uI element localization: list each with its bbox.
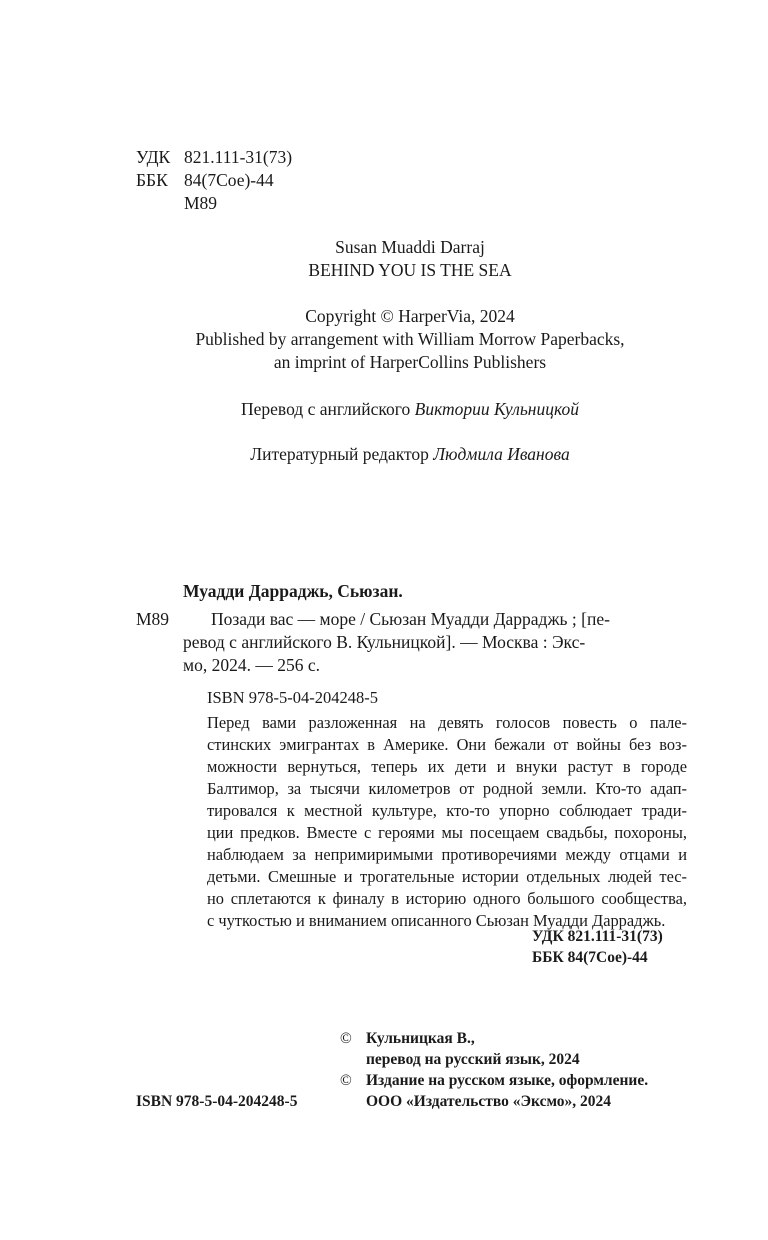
- bottom-copyright: [340, 1028, 648, 1112]
- rights-line-1: Copyright © HarperVia, 2024: [305, 306, 515, 326]
- annotation-udk: УДК 821.111-31(73): [532, 928, 663, 945]
- classification-block: [136, 146, 292, 215]
- copyright-1-line-1: Кульницкая В.,: [366, 1030, 475, 1047]
- original-author: Susan Muaddi Darraj: [335, 237, 485, 257]
- author-mark-row: [136, 192, 292, 215]
- original-edition: [0, 236, 768, 282]
- copyright-symbol: ©: [340, 1072, 352, 1089]
- editor-prefix: Литературный редактор: [250, 444, 434, 464]
- annotation-line: но сплетаются к финалу в историю одного большого сообщества,: [207, 889, 687, 908]
- record-desc-line-2: ревод с английского В. Кульницкой]. — Москва : Экс-: [183, 632, 586, 652]
- udk-label: УДК: [136, 147, 171, 167]
- copyright-2-line-1: Издание на русском языке, оформление.: [366, 1072, 649, 1089]
- record-desc-line-1: Позади вас — море / Сьюзан Муадди Дарраджь ; [пе-: [211, 609, 610, 629]
- annotation-bbk: ББК 84(7Сое)-44: [532, 949, 648, 966]
- annotation-line: наблюдаем за непримиримыми противоречиями между отцами и: [207, 845, 687, 864]
- annotation-line: Перед вами разложенная на девять голосов повесть о пале-: [207, 713, 687, 732]
- record-description: [183, 608, 686, 677]
- author-mark: М89: [184, 193, 218, 213]
- annotation-line: ции предков. Вместе с героями мы посещаем свадьбы, похороны,: [207, 823, 687, 842]
- editor-name: Людмила Иванова: [433, 444, 570, 464]
- translator-name: Виктории Кульницкой: [414, 399, 579, 419]
- copyright-2-line-2: ООО «Издательство «Эксмо», 2024: [366, 1093, 612, 1110]
- bottom-isbn: ISBN 978-5-04-204248-5: [136, 1093, 298, 1110]
- editor-credit: [0, 443, 768, 466]
- copyright-1-line-2: перевод на русский язык, 2024: [366, 1051, 580, 1068]
- udk-row: [136, 146, 292, 169]
- rights-line-2: Published by arrangement with William Morrow Paperbacks,: [195, 329, 625, 349]
- rights-line-3: an imprint of HarperCollins Publishers: [273, 352, 547, 372]
- annotation-classification: [532, 926, 663, 968]
- bbk-row: [136, 169, 292, 192]
- translator-prefix: Перевод с английского: [241, 399, 415, 419]
- original-title: BEHIND YOU IS THE SEA: [308, 260, 512, 280]
- annotation-line: детьми. Смешные и трогательные истории отдельных людей тес-: [207, 867, 687, 886]
- record-heading: Муадди Дарраджь, Сьюзан.: [183, 581, 403, 601]
- record-desc-line-3: мо, 2024. — 256 с.: [183, 655, 320, 675]
- bbk-value: 84(7Сое)-44: [184, 170, 274, 190]
- annotation-line: с чуткостью и вниманием описанного Сьюзан Муадди Дарраджь.: [207, 911, 666, 930]
- udk-value: 821.111-31(73): [184, 147, 293, 167]
- annotation-line: тировался к местной культуре, кто-то упорно соблюдает тради-: [207, 801, 687, 820]
- annotation-line: Балтимор, за тысячи километров от родной земли. Кто-то адап-: [207, 779, 687, 798]
- annotation: [207, 712, 687, 932]
- annotation-line: стинских эмигрантах в Америке. Они бежали от войны без воз-: [207, 735, 687, 754]
- bbk-label: ББК: [136, 170, 168, 190]
- rights-notice: [0, 305, 768, 374]
- copyright-symbol: ©: [340, 1030, 352, 1047]
- annotation-line: можности вернуться, теперь их дети и внуки растут в городе: [207, 757, 687, 776]
- record-mark: М89: [136, 609, 170, 629]
- translator-credit: [0, 398, 768, 421]
- record-isbn: ISBN 978-5-04-204248-5: [207, 688, 378, 707]
